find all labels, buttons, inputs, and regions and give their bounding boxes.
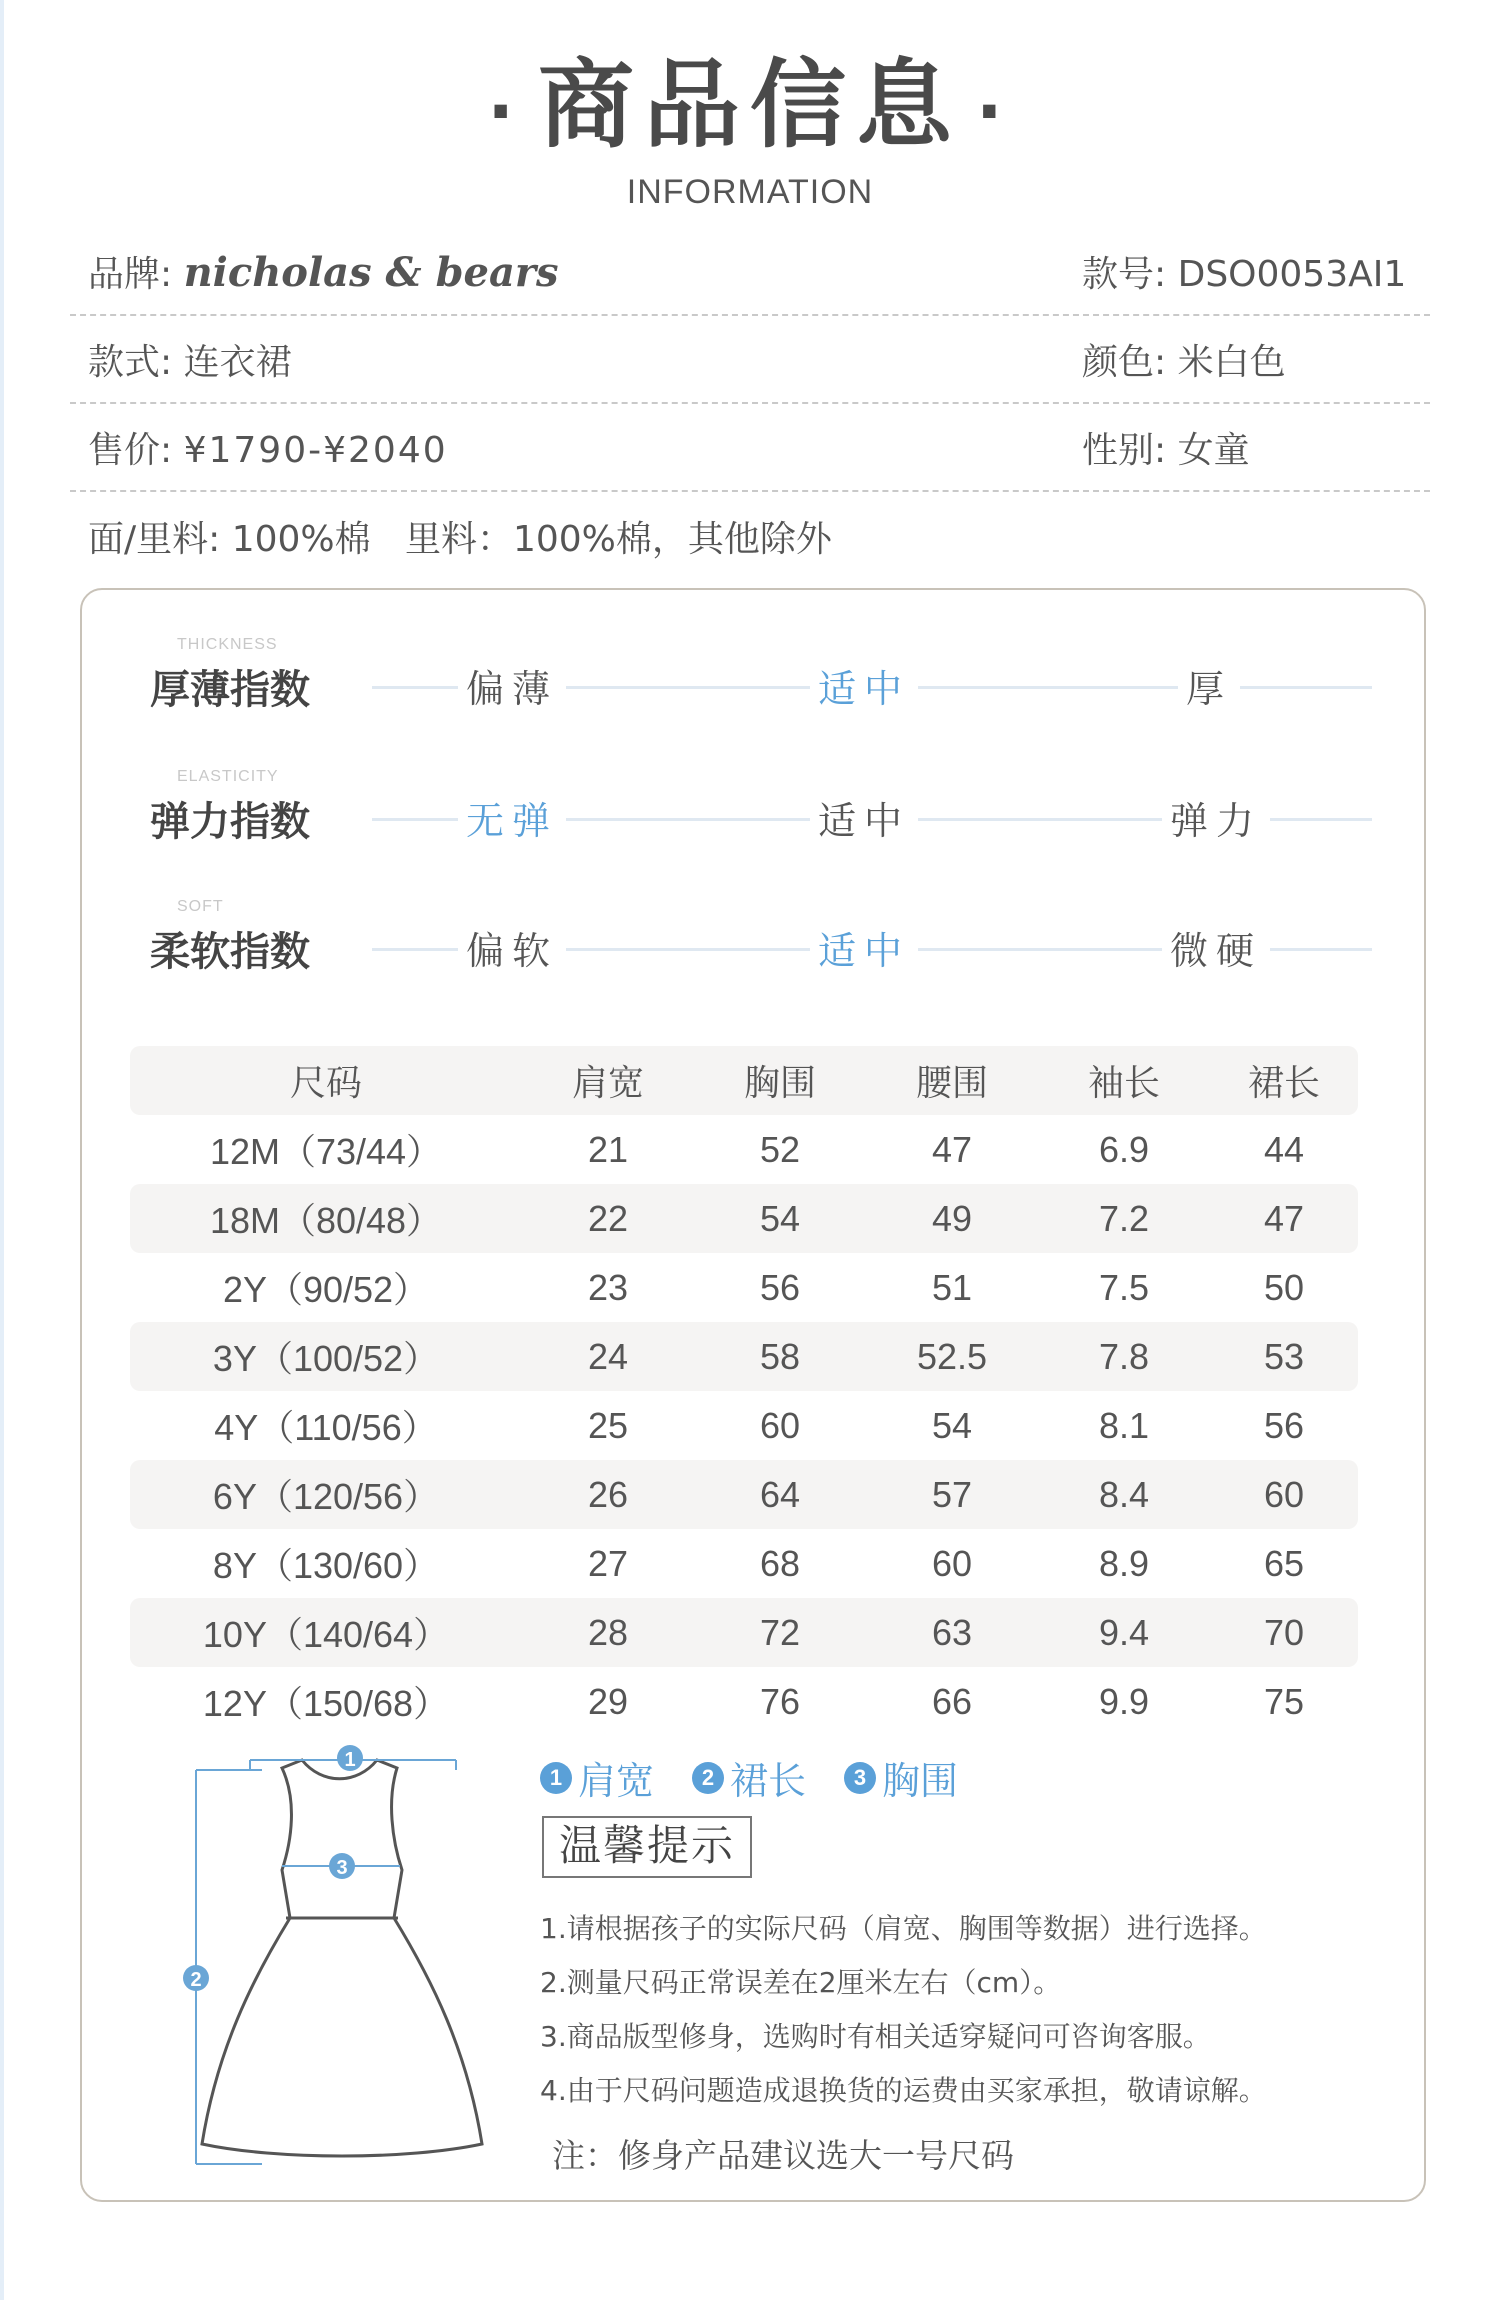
type-label: 款式:	[88, 341, 173, 383]
price-label: 售价:	[88, 429, 173, 471]
style-no-field	[1082, 246, 1412, 297]
page-subtitle: INFORMATION	[626, 172, 874, 211]
measure-cell: 72	[759, 1611, 801, 1653]
tip-item: 4.由于尺码问题造成退换货的运费由买家承担，敬请谅解。	[540, 2074, 1267, 2107]
index-label: 厚薄指数	[150, 667, 310, 713]
measure-cell: 27	[587, 1542, 629, 1584]
legend-item-length	[692, 1750, 806, 1805]
size-label-cell: 12M（73/44）	[209, 1131, 443, 1172]
measure-markers	[183, 1745, 363, 1991]
gender-label: 性别:	[1082, 429, 1167, 471]
style-no-value: DSO0053AI1	[1177, 253, 1407, 295]
size-label-cell: 3Y（100/52）	[212, 1338, 440, 1379]
type-field	[88, 334, 292, 385]
size-label-cell: 12Y（150/68）	[202, 1683, 450, 1724]
index-label: 柔软指数	[150, 929, 310, 975]
tip-item: 3.商品版型修身，选购时有相关适穿疑问可咨询客服。	[540, 2020, 1211, 2053]
table-row	[130, 1667, 1358, 1736]
measure-cell: 51	[931, 1266, 973, 1308]
column-header: 袖长	[1087, 1063, 1160, 1104]
info-row-material	[70, 492, 1430, 580]
index-option-selected: 适中	[810, 920, 918, 975]
price-value: ¥1790-¥2040	[183, 429, 448, 471]
measure-cell: 26	[587, 1473, 629, 1515]
index-label: 弹力指数	[150, 799, 310, 845]
size-note: 注：修身产品建议选大一号尺码	[552, 2136, 1014, 2175]
info-row-type	[70, 316, 1430, 404]
measure-cell: 9.4	[1098, 1611, 1150, 1653]
color-label: 颜色:	[1082, 341, 1167, 383]
color-field	[1082, 334, 1412, 385]
index-hint: THICKNESS	[177, 636, 278, 653]
type-value: 连衣裙	[183, 341, 292, 383]
legend-number: 2	[692, 1762, 724, 1794]
measure-cell: 28	[587, 1611, 629, 1653]
measure-cell: 23	[587, 1266, 629, 1308]
index-row-elasticity	[82, 768, 1428, 848]
measure-cell: 8.4	[1098, 1473, 1150, 1515]
size-table	[130, 1046, 1358, 1736]
table-row	[130, 1391, 1358, 1460]
size-label-cell: 10Y（140/64）	[202, 1614, 450, 1655]
measure-cell: 54	[759, 1197, 801, 1239]
measure-cell: 76	[759, 1680, 801, 1722]
measure-cell: 7.2	[1098, 1197, 1150, 1239]
page-header	[0, 40, 1500, 212]
svg-text:1: 1	[344, 1749, 356, 1771]
measure-cell: 7.8	[1098, 1335, 1150, 1377]
column-header: 腰围	[915, 1063, 988, 1104]
legend-number: 1	[540, 1762, 572, 1794]
column-header: 肩宽	[571, 1063, 644, 1104]
index-option-selected: 适中	[810, 658, 918, 713]
measure-cell: 47	[931, 1128, 973, 1170]
gender-value: 女童	[1177, 429, 1250, 471]
size-label-cell: 2Y（90/52）	[222, 1269, 430, 1310]
measure-cell: 9.9	[1098, 1680, 1150, 1722]
measure-lines	[196, 1760, 456, 2164]
measure-cell: 64	[759, 1473, 801, 1515]
product-info	[70, 228, 1430, 580]
measure-cell: 57	[931, 1473, 973, 1515]
index-option: 偏软	[458, 920, 566, 975]
title-text: 商品信息	[538, 49, 962, 161]
detail-card	[80, 588, 1426, 2202]
size-label-cell: 18M（80/48）	[209, 1200, 443, 1241]
measure-cell: 22	[587, 1197, 629, 1239]
index-row-softness	[82, 898, 1428, 978]
measure-cell: 44	[1263, 1128, 1305, 1170]
index-option: 适中	[810, 790, 918, 845]
table-row	[130, 1598, 1358, 1667]
legend-item-shoulder	[540, 1750, 654, 1805]
measure-cell: 70	[1263, 1611, 1305, 1653]
tips-list	[540, 1902, 1360, 2118]
measure-cell: 53	[1263, 1335, 1305, 1377]
table-row	[130, 1529, 1358, 1598]
legend-label: 肩宽	[578, 1759, 655, 1803]
table-row	[130, 1460, 1358, 1529]
table-body	[130, 1115, 1358, 1736]
index-row-thickness	[82, 636, 1428, 716]
style-no-label: 款号:	[1082, 253, 1167, 295]
measure-cell: 52.5	[916, 1335, 988, 1377]
table-row	[130, 1184, 1358, 1253]
column-header: 裙长	[1247, 1063, 1320, 1104]
measure-cell: 8.9	[1098, 1542, 1150, 1584]
column-header: 尺码	[289, 1063, 362, 1104]
measure-cell: 56	[759, 1266, 801, 1308]
measure-cell: 47	[1263, 1197, 1305, 1239]
info-row-brand	[70, 228, 1430, 316]
table-row	[130, 1115, 1358, 1184]
measure-cell: 56	[1263, 1404, 1305, 1446]
brand-logo: nicholas & bears	[183, 248, 559, 296]
svg-text:3: 3	[336, 1857, 348, 1879]
measure-cell: 7.5	[1098, 1266, 1150, 1308]
measure-legend	[540, 1750, 958, 1805]
measure-cell: 65	[1263, 1542, 1305, 1584]
title-dot-left: ·	[487, 70, 524, 153]
material-label: 面/里料:	[88, 518, 221, 560]
page-title	[0, 40, 1500, 177]
measure-cell: 24	[587, 1335, 629, 1377]
gender-field	[1082, 422, 1412, 473]
measure-cell: 60	[931, 1542, 973, 1584]
size-label-cell: 6Y（120/56）	[212, 1476, 440, 1517]
title-dot-right: ·	[976, 70, 1013, 153]
measure-cell: 8.1	[1098, 1404, 1150, 1446]
measure-cell: 49	[931, 1197, 973, 1239]
tips-title: 温馨提示	[542, 1816, 752, 1878]
measure-cell: 60	[1263, 1473, 1305, 1515]
table-row	[130, 1322, 1358, 1391]
brand-label: 品牌:	[88, 253, 173, 295]
index-option-selected: 无弹	[458, 790, 566, 845]
index-hint: ELASTICITY	[177, 768, 279, 785]
measure-cell: 68	[759, 1542, 801, 1584]
index-option: 微硬	[1162, 920, 1270, 975]
table-header	[130, 1046, 1358, 1115]
index-option: 厚	[1178, 658, 1240, 713]
measure-cell: 58	[759, 1335, 801, 1377]
legend-label: 胸围	[882, 1759, 959, 1803]
index-option: 弹力	[1162, 790, 1270, 845]
measure-cell: 75	[1263, 1680, 1305, 1722]
measure-cell: 52	[759, 1128, 801, 1170]
measure-cell: 63	[931, 1611, 973, 1653]
dress-outline	[202, 1760, 482, 2156]
info-row-price	[70, 404, 1430, 492]
legend-label: 裙长	[730, 1759, 807, 1803]
legend-item-chest	[844, 1750, 958, 1805]
brand-field	[88, 246, 559, 297]
legend-number: 3	[844, 1762, 876, 1794]
color-value: 米白色	[1177, 341, 1286, 383]
tip-item: 1.请根据孩子的实际尺码（肩宽、胸围等数据）进行选择。	[540, 1912, 1267, 1945]
dress-diagram	[182, 1740, 522, 2170]
measure-cell: 50	[1263, 1266, 1305, 1308]
price-field	[88, 422, 448, 473]
measure-cell: 60	[759, 1404, 801, 1446]
measure-cell: 25	[587, 1404, 629, 1446]
column-header: 胸围	[743, 1063, 816, 1104]
table-row	[130, 1253, 1358, 1322]
measure-cell: 66	[931, 1680, 973, 1722]
tip-item: 2.测量尺码正常误差在2厘米左右（cm）。	[540, 1966, 1062, 1999]
edge-line	[0, 0, 4, 2300]
index-option: 偏薄	[458, 658, 566, 713]
measure-cell: 21	[587, 1128, 629, 1170]
index-hint: SOFT	[177, 898, 224, 915]
material-value: 100%棉 里料：100%棉，其他除外	[231, 518, 832, 560]
measure-cell: 54	[931, 1404, 973, 1446]
size-label-cell: 4Y（110/56）	[214, 1407, 438, 1448]
size-label-cell: 8Y（130/60）	[212, 1545, 440, 1586]
measure-cell: 29	[587, 1680, 629, 1722]
material-field	[88, 511, 832, 562]
svg-text:2: 2	[190, 1969, 202, 1991]
measure-cell: 6.9	[1098, 1128, 1150, 1170]
